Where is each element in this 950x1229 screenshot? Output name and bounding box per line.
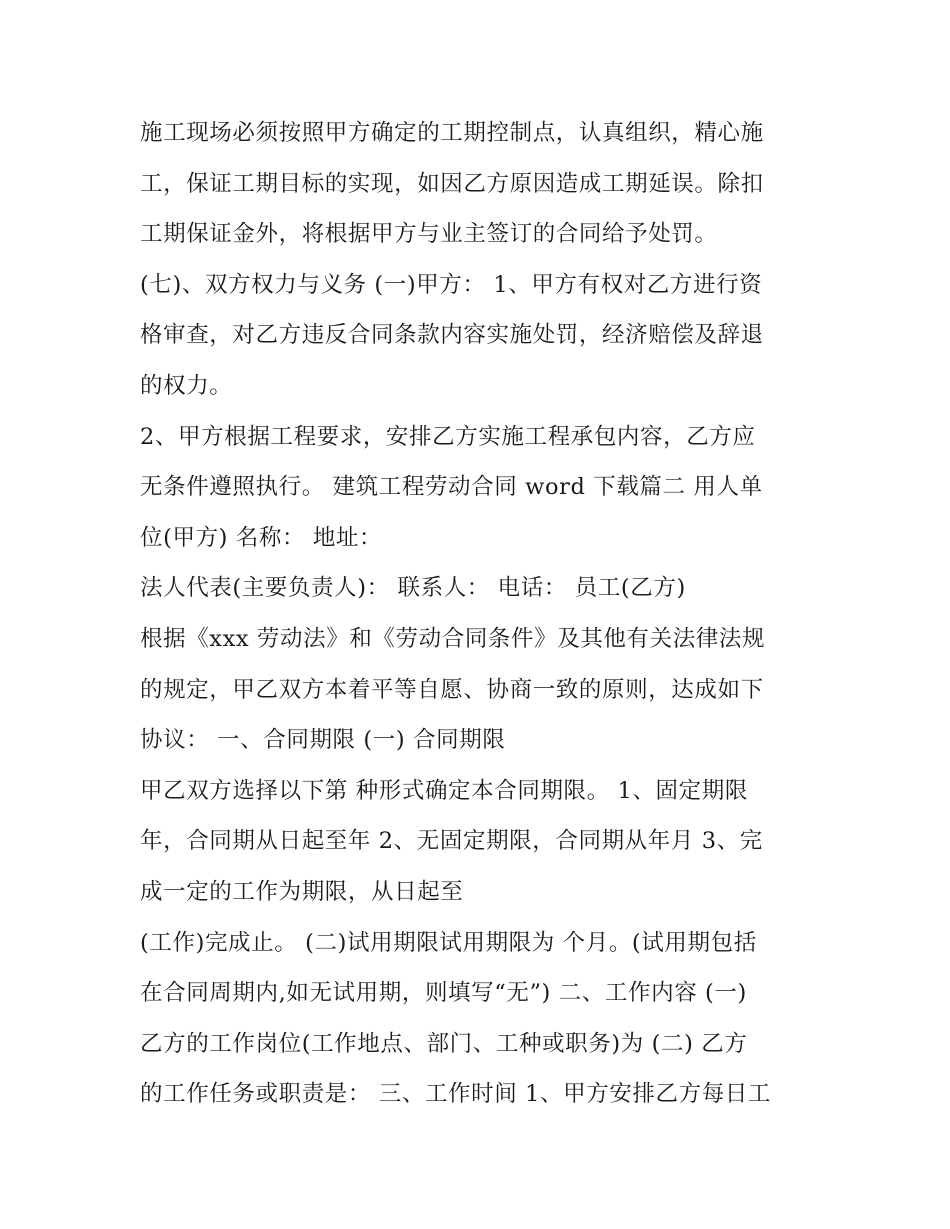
- text-line: 协议： 一、合同期限 (一) 合同期限: [140, 727, 506, 754]
- text-line: 乙方的工作岗位(工作地点、部门、工种或职务)为 (二) 乙方: [140, 1030, 748, 1057]
- text-line: 的权力。: [140, 372, 233, 399]
- text-line: 成一定的工作为期限，从日起至: [140, 878, 464, 905]
- text-line: 无条件遵照执行。 建筑工程劳动合同 word 下载篇二 用人单: [140, 474, 763, 501]
- text-line: 法人代表(主要负责人)： 联系人： 电话： 员工(乙方): [140, 575, 686, 602]
- text-line: 格审查，对乙方违反合同条款内容实施处罚，经济赔偿及辞退: [140, 322, 764, 349]
- text-line: 甲乙双方选择以下第 种形式确定本合同期限。 1、固定期限: [140, 777, 748, 804]
- document-body: [140, 108, 820, 1120]
- text-line: 的工作任务或职责是： 三、工作时间 1、甲方安排乙方每日工: [140, 1081, 772, 1108]
- text-line: 根据《xxx 劳动法》和《劳动合同条件》及其他有关法律法规: [140, 625, 766, 652]
- text-line: 位(甲方) 名称： 地址：: [140, 524, 383, 551]
- text-line: 2、甲方根据工程要求，安排乙方实施工程承包内容，乙方应: [140, 423, 756, 450]
- text-line: 在合同周期内,如无试用期，则填写“无”) 二、工作内容 (一): [140, 980, 747, 1007]
- text-line: 的规定，甲乙双方本着平等自愿、协商一致的原则，达成如下: [140, 676, 764, 703]
- text-line: 年，合同期从日起至年 2、无固定期限，合同期从年月 3、完: [140, 828, 763, 855]
- text-line: (工作)完成止。 (二)试用期限试用期限为 个月。(试用期包括: [140, 929, 757, 956]
- text-line: 施工现场必须按照甲方确定的工期控制点，认真组织，精心施: [140, 120, 764, 146]
- text-line: 工，保证工期目标的实现，如因乙方原因造成工期延误。除扣: [140, 170, 764, 197]
- text-line: 工期保证金外，将根据甲方与业主签订的合同给予处罚。: [140, 221, 718, 248]
- text-line: (七)、双方权力与义务 (一)甲方： 1、甲方有权对乙方进行资: [140, 271, 763, 298]
